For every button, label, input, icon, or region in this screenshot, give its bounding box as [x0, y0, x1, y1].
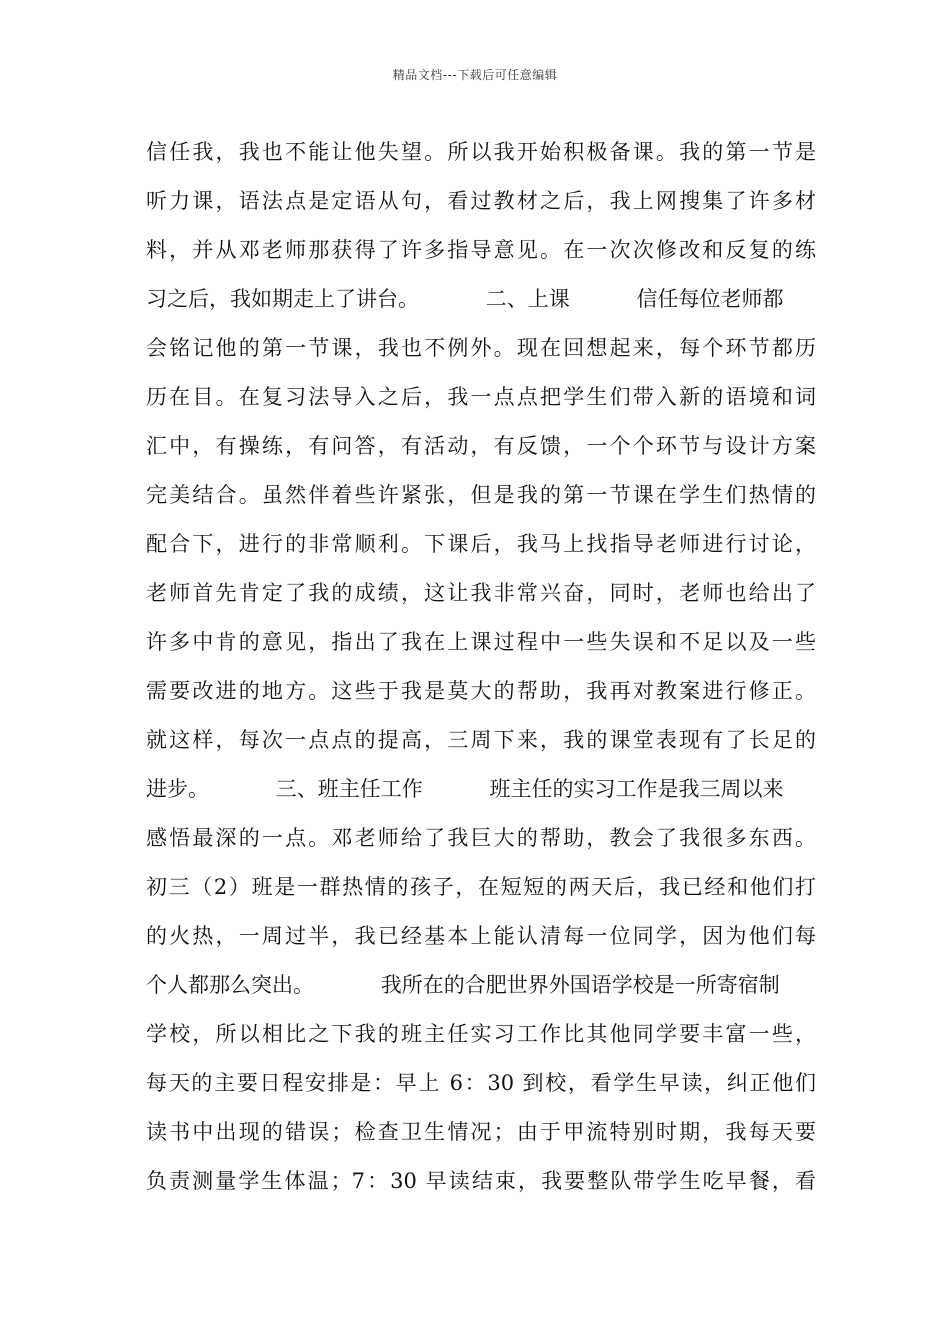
text-line: 就这样，每次一点点的提高，三周下来，我的课堂表现有了长足的 — [146, 728, 816, 752]
text-line: 老师首先肯定了我的成绩，这让我非常兴奋，同时，老师也给出了 — [146, 581, 816, 605]
text-line: 听力课，语法点是定语从句，看过教材之后，我上网搜集了许多材 — [146, 189, 816, 213]
text-line: 料，并从邓老师那获得了许多指导意见。在一次次修改和反复的练 — [146, 238, 816, 262]
text-line: 进步。 三、班主任工作 班主任的实习工作是我三周以来 — [146, 777, 784, 801]
text-line: 配合下，进行的非常顺利。下课后，我马上找指导老师进行讨论， — [146, 532, 816, 556]
text-line: 负责测量学生体温；7：30 早读结束，我要整队带学生吃早餐，看 — [146, 1169, 816, 1193]
text-line: 学校，所以相比之下我的班主任实习工作比其他同学要丰富一些， — [146, 1022, 816, 1046]
text-line: 的火热，一周过半，我已经基本上能认清每一位同学，因为他们每 — [146, 924, 816, 948]
text-line: 读书中出现的错误；检查卫生情况；由于甲流特别时期，我每天要 — [146, 1120, 816, 1144]
page-header: 精品文档---下载后可任意编辑 — [392, 68, 558, 82]
text-line: 会铭记他的第一节课，我也不例外。现在回想起来，每个环节都历 — [146, 336, 816, 360]
text-line: 汇中，有操练，有问答，有活动，有反馈，一个个环节与设计方案 — [146, 434, 816, 458]
text-line: 完美结合。虽然伴着些许紧张，但是我的第一节课在学生们热情的 — [146, 483, 816, 507]
text-line: 个人都那么突出。 我所在的合肥世界外国语学校是一所寄宿制 — [146, 973, 780, 997]
text-line: 信任我，我也不能让他失望。所以我开始积极备课。我的第一节是 — [146, 140, 816, 164]
text-line: 感悟最深的一点。邓老师给了我巨大的帮助，教会了我很多东西。 — [146, 826, 816, 850]
text-line: 需要改进的地方。这些于我是莫大的帮助，我再对教案进行修正。 — [146, 679, 816, 703]
text-line: 历在目。在复习法导入之后，我一点点把学生们带入新的语境和词 — [146, 385, 816, 409]
text-line: 初三（2）班是一群热情的孩子，在短短的两天后，我已经和他们打 — [146, 875, 816, 899]
text-line: 许多中肯的意见，指出了我在上课过程中一些失误和不足以及一些 — [146, 630, 816, 654]
text-line: 每天的主要日程安排是：早上 6：30 到校，看学生早读，纠正他们 — [146, 1071, 816, 1095]
document-body — [146, 128, 816, 1206]
text-line: 习之后，我如期走上了讲台。 二、上课 信任每位老师都 — [146, 287, 784, 311]
